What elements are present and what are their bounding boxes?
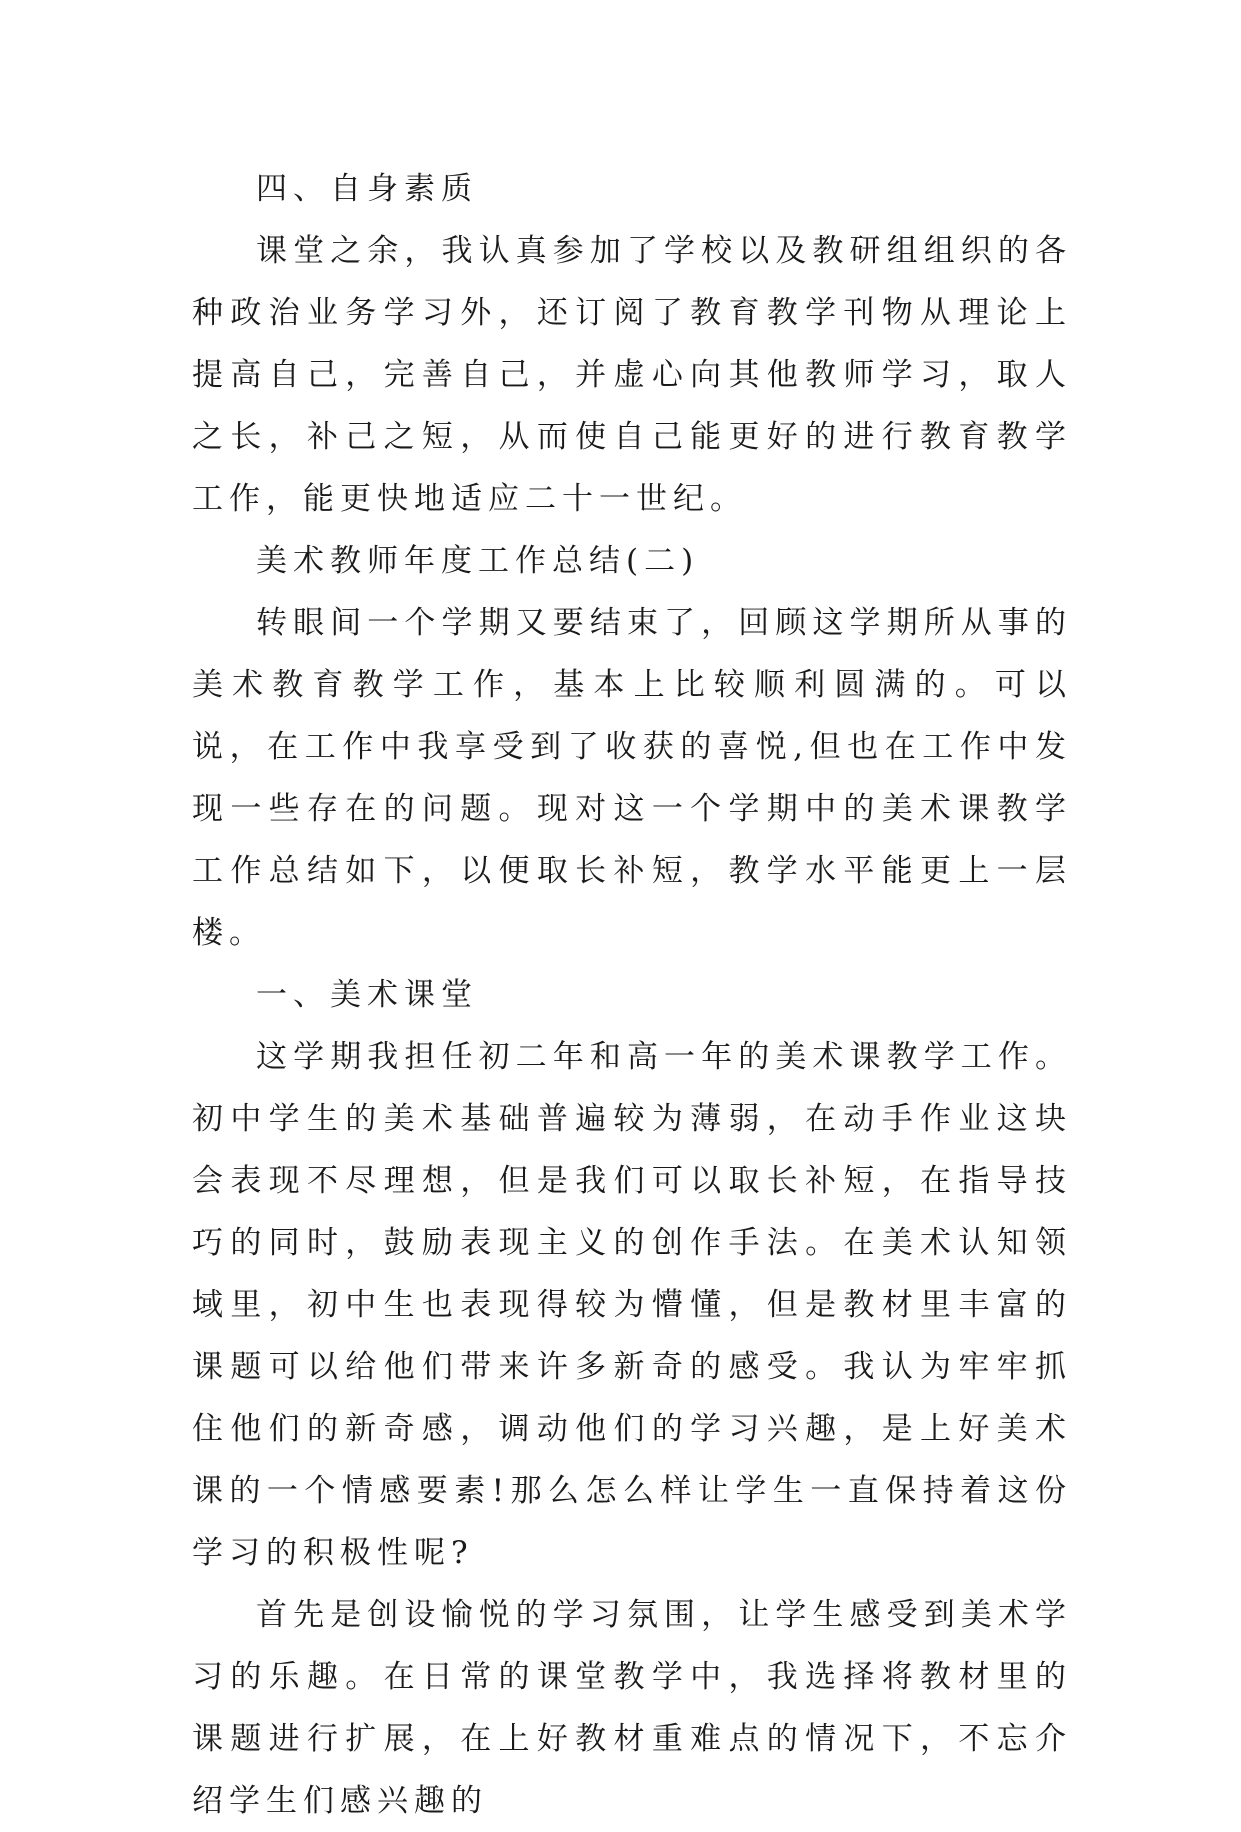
section-heading-self-quality: 四、自身素质 — [256, 171, 478, 207]
paragraph-introduction: 转眼间一个学期又要结束了，回顾这学期所从事的美术教育教学工作，基本上比较顺利圆满的。可以说，在工作中我享受到了收获的喜悦,但也在工作中发现一些存在的问题。现对这一个学期中的美术课教学工作总结如下，以便取长补短，教学水平能更上一层楼。 — [192, 605, 1072, 951]
paragraph-art-class: 这学期我担任初二年和高一年的美术课教学工作。初中学生的美术基础普遍较为薄弱，在动手作业这块会表现不尽理想，但是我们可以取长补短，在指导技巧的同时，鼓励表现主义的创作手法。在美术认知领域里，初中生也表现得较为懵懂，但是教材里丰富的课题可以给他们带来许多新奇的感受。我认为牢牢抓住他们的新奇感，调动他们的学习兴趣，是上好美术课的一个情感要素!那么怎么样让学生一直保持着这份学习的积极性呢? — [192, 1039, 1072, 1571]
paragraph-self-study: 课堂之余，我认真参加了学校以及教研组组织的各种政治业务学习外，还订阅了教育教学刊物从理论上提高自己，完善自己，并虚心向其他教师学习，取人之长，补己之短，从而使自己能更好的进行教育教学工作，能更快地适应二十一世纪。 — [192, 233, 1072, 517]
section-heading-art-class: 一、美术课堂 — [256, 977, 478, 1013]
paragraph-atmosphere: 首先是创设愉悦的学习氛围，让学生感受到美术学习的乐趣。在日常的课堂教学中，我选择将教材里的课题进行扩展，在上好教材重难点的情况下，不忘介绍学生们感兴趣的 — [192, 1597, 1072, 1819]
document-body — [192, 158, 1072, 1832]
document-title-summary-two: 美术教师年度工作总结(二) — [256, 543, 700, 579]
